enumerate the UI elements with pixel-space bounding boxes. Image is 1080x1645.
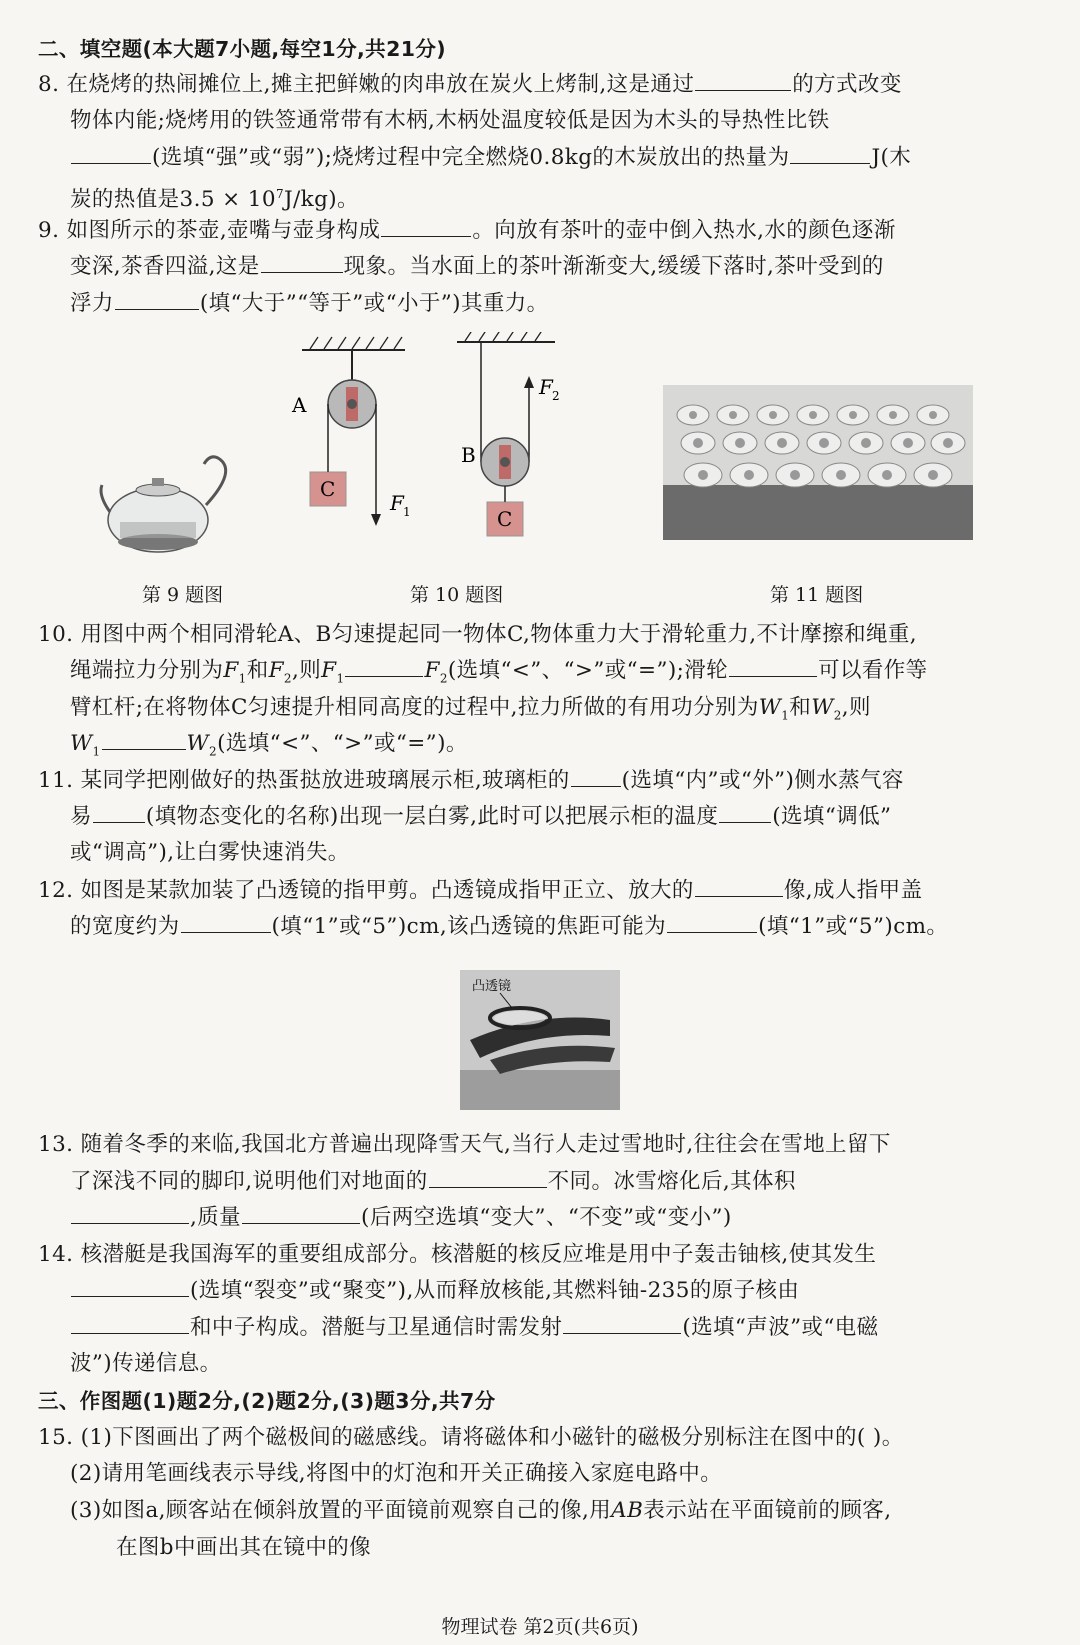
lens-label: 凸透镜 [472, 979, 512, 994]
q10-blank-2[interactable] [729, 656, 817, 677]
svg-text:2: 2 [552, 389, 560, 403]
q8-line2: 物体内能;烧烤用的铁签通常带有木柄,木柄处温度较低是因为木头的导热性比铁 [70, 108, 830, 133]
q14-blank-1[interactable] [71, 1276, 189, 1297]
q9-blank-3[interactable] [115, 289, 199, 310]
q13-blank-3[interactable] [242, 1203, 360, 1224]
q15-line3: (3)如图a,顾客站在倾斜放置的平面镜前观察自己的像,用AB表示站在平面镜前的顾客, [70, 1498, 892, 1523]
q10-line3: 臂杠杆;在将物体C匀速提升相同高度的过程中,拉力所做的有用功分别为$W_1$和$W_2$,则 [70, 695, 871, 723]
q14-blank-3[interactable] [563, 1313, 681, 1334]
q11-blank-2[interactable] [93, 802, 145, 823]
q12-blank-2[interactable] [181, 912, 271, 933]
q14-line3: 和中子构成。潜艇与卫星通信时需发射 (选填“声波”或“电磁 [70, 1313, 879, 1343]
q12-blank-3[interactable] [667, 912, 757, 933]
q13-line1: 13. 随着冬季的来临,我国北方普遍出现降雪天气,当行人走过雪地时,往往会在雪地上留下 [38, 1132, 891, 1157]
q14-line2: (选填“裂变”或“聚变”),从而释放核能,其燃料铀-235的原子核由 [70, 1276, 799, 1306]
pulley-b-figure [455, 332, 595, 542]
q8-line3: (选填“强”或“弱”);烧烤过程中完全燃烧0.8kg的木炭放出的热量为 J(木 [70, 143, 911, 173]
q11-blank-3[interactable] [719, 802, 771, 823]
q11-line1: 11. 某同学把刚做好的热蛋挞放进玻璃展示柜,玻璃柜的 (选填“内”或“外”)侧水蒸气容 [38, 768, 904, 793]
caption-fig9: 第 9 题图 [142, 584, 224, 606]
svg-text:1: 1 [403, 505, 411, 519]
q10-blank-1[interactable] [345, 656, 423, 677]
q13-line2: 了深浅不同的脚印,说明他们对地面的 不同。冰雪熔化后,其体积 [70, 1169, 796, 1194]
section-3-heading: 三、作图题(1)题2分,(2)题2分,(3)题3分,共7分 [38, 1389, 496, 1413]
q11-blank-1[interactable] [571, 766, 621, 787]
q12-blank-1[interactable] [695, 876, 783, 897]
q13-blank-2[interactable] [71, 1203, 189, 1224]
q14-blank-2[interactable] [71, 1313, 189, 1334]
q8-blank-2[interactable] [71, 143, 151, 164]
q9-line2: 变深,茶香四溢,这是 现象。当水面上的茶叶渐渐变大,缓缓下落时,茶叶受到的 [70, 254, 884, 279]
q15-line2: (2)请用笔画线表示导线,将图中的灯泡和开关正确接入家庭电路中。 [70, 1461, 723, 1486]
pulley-b-label: B [461, 443, 476, 467]
caption-fig11: 第 11 题图 [770, 584, 864, 606]
block-c-label-a: C [320, 477, 336, 501]
q13-blank-1[interactable] [429, 1167, 547, 1188]
q15-line4: 在图b中画出其在镜中的像 [116, 1535, 372, 1560]
q12-line2: 的宽度约为 (填“1”或“5”)cm,该凸透镜的焦距可能为 (填“1”或“5”)cm。 [70, 914, 949, 939]
q11-line2: 易 (填物态变化的名称)出现一层白雾,此时可以把展示柜的温度 (选填“调低” [70, 804, 892, 829]
q14-line1: 14. 核潜艇是我国海军的重要组成部分。核潜艇的核反应堆是用中子轰击铀核,使其发生 [38, 1242, 877, 1267]
q13-line3: ,质量 (后两空选填“变大”、“不变”或“变小”) [70, 1203, 732, 1233]
pulley-a-figure [290, 332, 420, 532]
pulley-a-label: A [292, 393, 307, 417]
page-footer: 物理试卷 第2页(共6页) [441, 1616, 639, 1638]
q8-blank-3[interactable] [790, 143, 870, 164]
egg-tart-photo [663, 385, 973, 540]
force-f2-label: F [539, 375, 553, 399]
q8-line4: 炭的热值是$3.5 \times 10^7J/kg$)。 [70, 187, 359, 213]
q9-blank-2[interactable] [261, 252, 343, 273]
q10-blank-3[interactable] [102, 729, 186, 750]
q14-line4: 波”)传递信息。 [70, 1351, 222, 1376]
q8-line1: 8. 在烧烤的热闹摊位上,摊主把鲜嫩的肉串放在炭火上烤制,这是通过 的方式改变 [38, 72, 902, 97]
q11-line3: 或“调高”),让白雾快速消失。 [70, 840, 350, 865]
q12-line1: 12. 如图是某款加装了凸透镜的指甲剪。凸透镜成指甲正立、放大的 像,成人指甲盖 [38, 878, 923, 903]
nail-clipper-photo [460, 970, 620, 1110]
q9-line1: 9. 如图所示的茶壶,壶嘴与壶身构成 。向放有茶叶的壶中倒入热水,水的颜色逐渐 [38, 218, 896, 243]
caption-fig10: 第 10 题图 [410, 584, 504, 606]
teapot-figure [98, 450, 248, 560]
section-2-heading: 二、填空题(本大题7小题,每空1分,共21分) [38, 37, 447, 61]
q8-blank-1[interactable] [695, 70, 791, 91]
force-f1-label: F [390, 491, 404, 515]
q10-line4: $W_1$ $W_2$(选填“<”、“>”或“=”)。 [70, 731, 468, 759]
q9-line3: 浮力 (填“大于”“等于”或“小于”)其重力。 [70, 291, 549, 316]
block-c-label-b: C [497, 507, 513, 531]
q9-blank-1[interactable] [381, 216, 471, 237]
q10-line1: 10. 用图中两个相同滑轮A、B匀速提起同一物体C,物体重力大于滑轮重力,不计摩擦和绳重, [38, 622, 918, 647]
q15-line1: 15. (1)下图画出了两个磁极间的磁感线。请将磁体和小磁针的磁极分别标注在图中的( )。 [38, 1425, 904, 1450]
q10-line2: 绳端拉力分别为$F_1$和$F_2$,则$F_1$ $F_2$(选填“<”、“>”或“=”);滑轮 可以看作等 [70, 658, 928, 686]
